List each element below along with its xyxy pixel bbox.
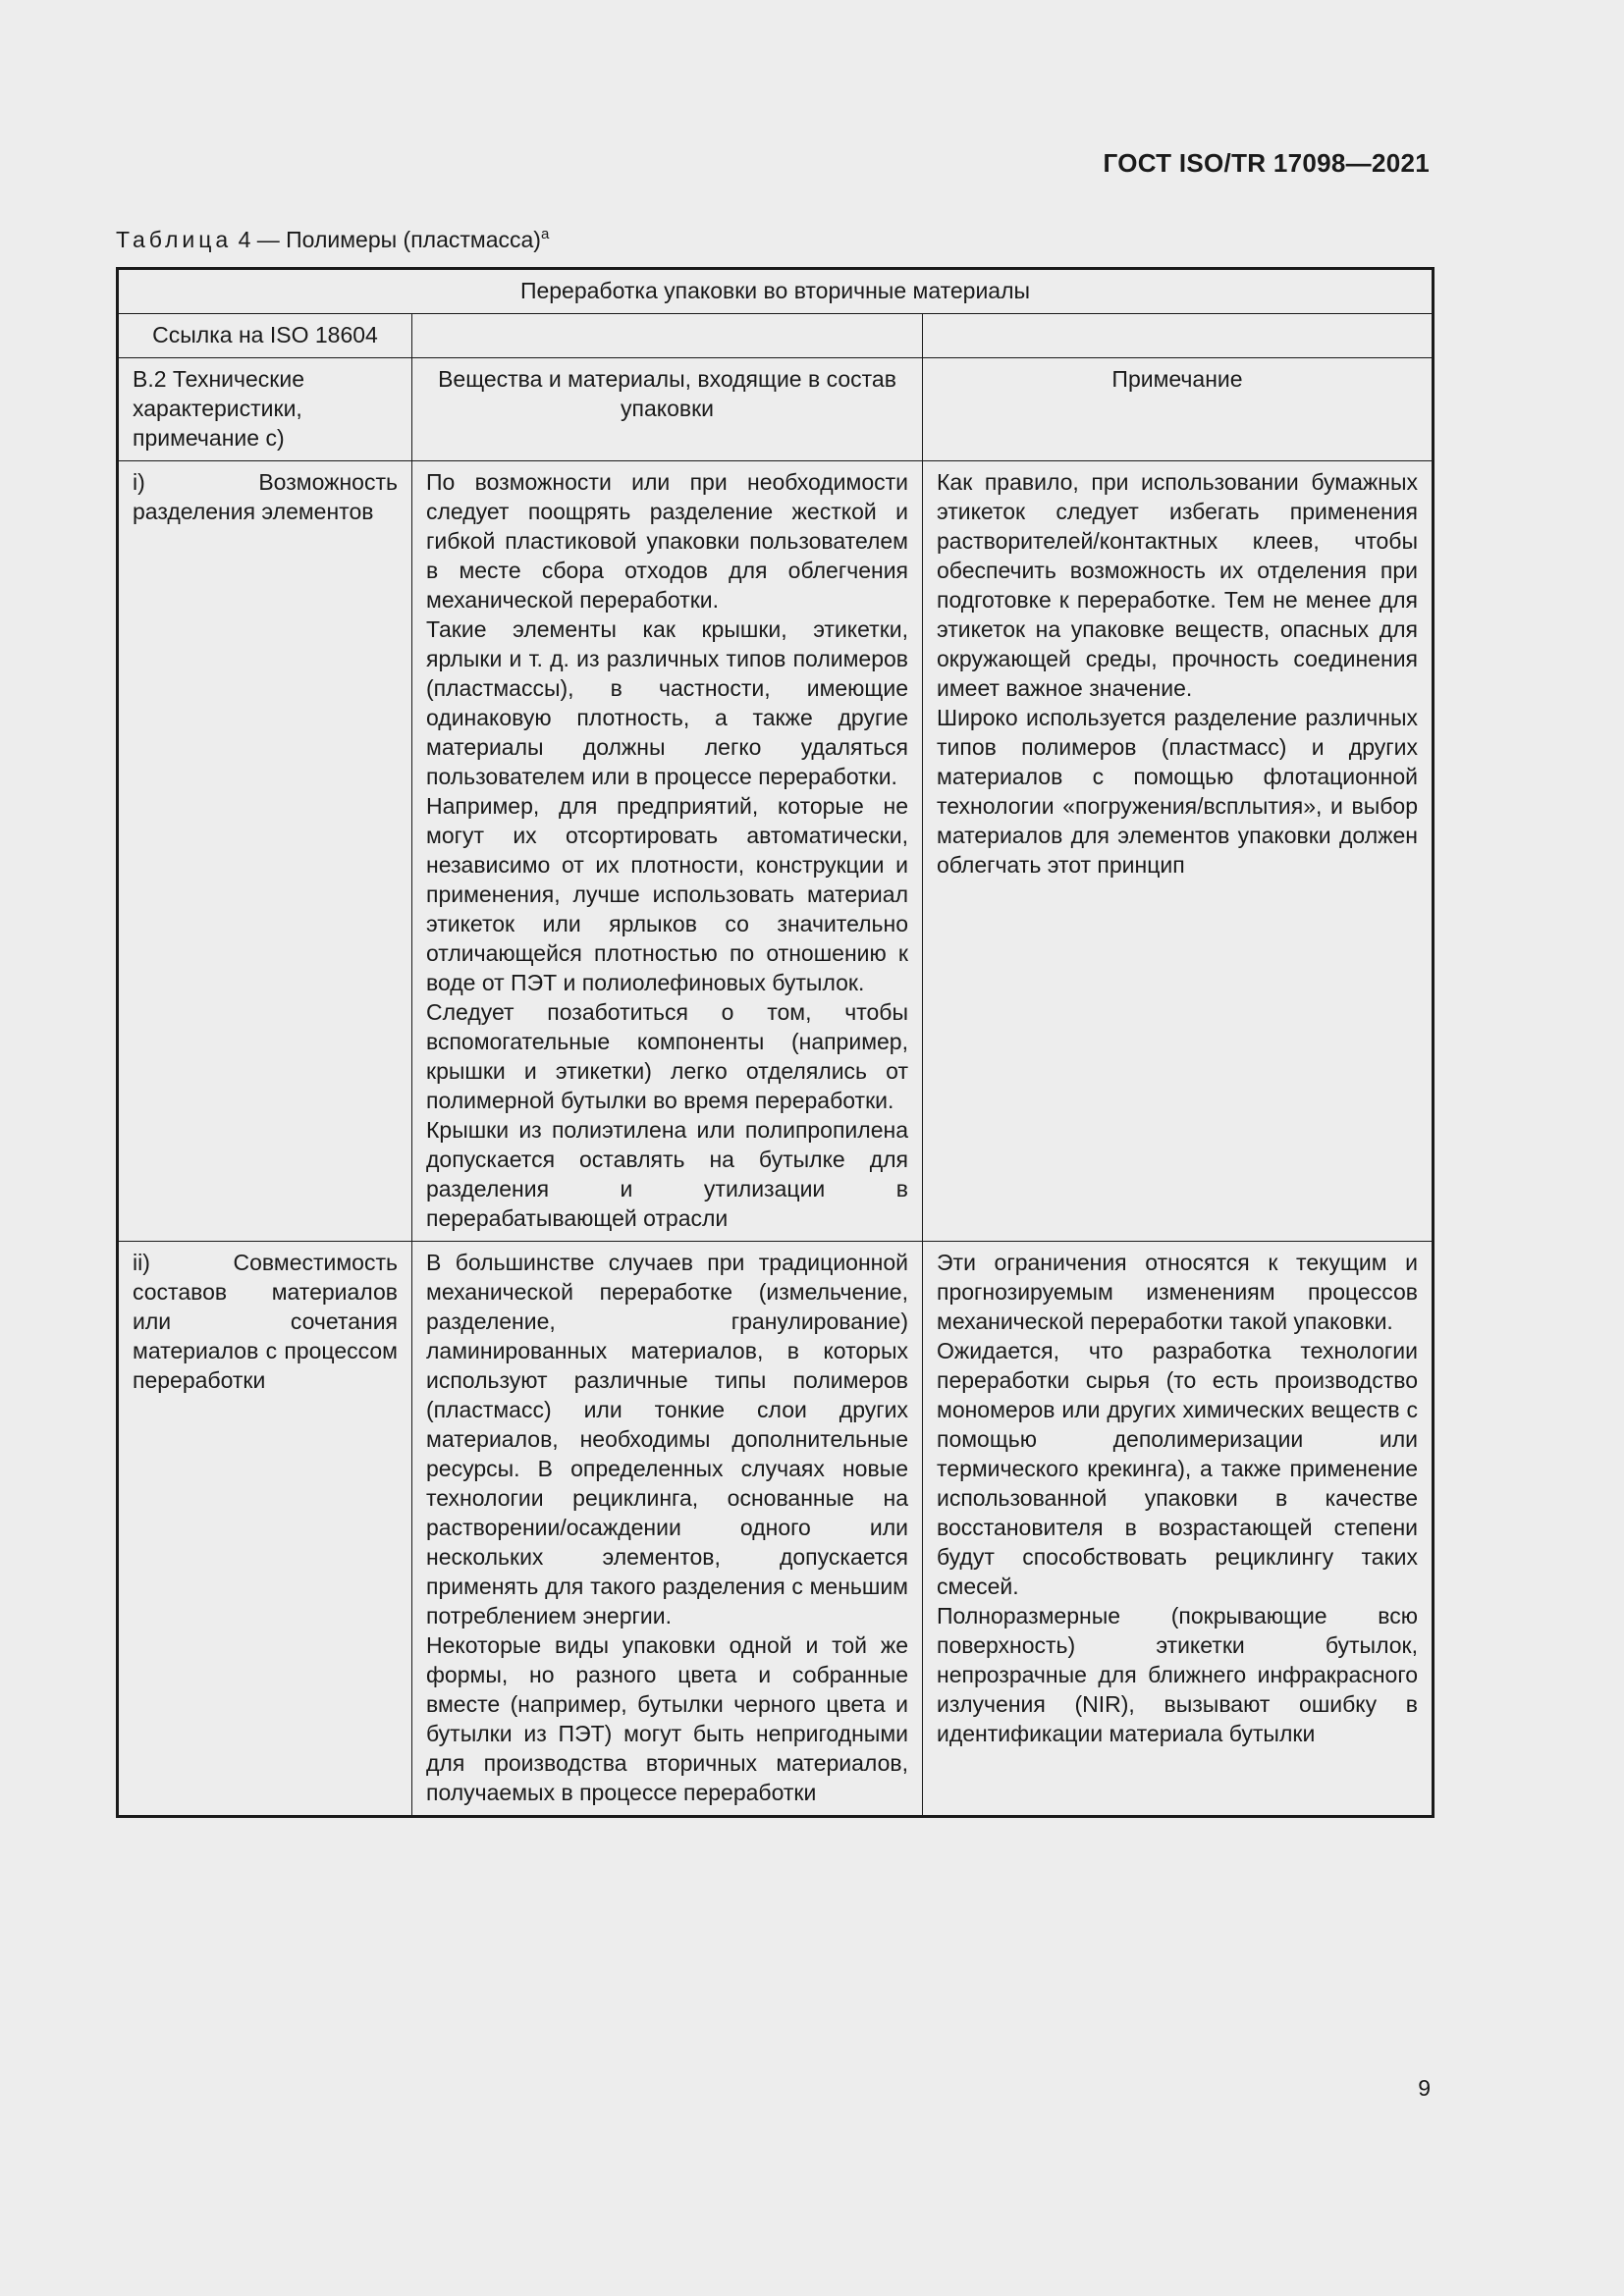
substances-cell [412,1242,923,1817]
paragraph: Как правило, при использовании бумажных этикеток следует избегать применения растворителей/контактных клеев, чтобы обеспечить возможность их отделения при подготовке к переработке. Тем не менее для этикеток на упаковке веществ, опасных для окружающей среды, прочность соединения имеет важное значение. [937,469,1418,701]
table-ref-row [118,314,1434,358]
caption-title: 4 — Полимеры (пластмасса) [232,227,541,252]
column-header-row [118,358,1434,461]
paragraph: Крышки из полиэтилена или полипропилена допускается оставлять на бутылке для разделения и утилизации в перерабатывающей отрасли [426,1117,908,1231]
table-caption [116,226,549,253]
page-number: 9 [1418,2075,1431,2101]
document-id: ГОСТ ISO/TR 17098—2021 [1103,148,1430,178]
table-row [118,461,1434,1242]
paragraph: Ожидается, что разработка технологии переработки сырья (то есть производство мономеров или других химических веществ с помощью деполимеризации или термического крекинга), а также применение использованной упаковки в качестве восстановителя в возрастающей степени будут способствовать рециклингу таких смесей. [937,1338,1418,1599]
polymers-table [116,267,1435,1818]
paragraph: Такие элементы как крышки, этикетки, ярлыки и т. д. из различных типов полимеров (пластмассы), в частности, имеющие одинаковую плотность, а также другие материалы должны легко удаляться пользователем или в процессе переработки. [426,616,908,789]
note-cell [923,461,1434,1242]
paragraph: Эти ограничения относятся к текущим и прогнозируемым изменениям процессов механической переработки такой упаковки. [937,1250,1418,1334]
table-title: Переработка упаковки во вторичные материалы [118,269,1434,314]
paragraph: Следует позаботиться о том, чтобы вспомогательные компоненты (например, крышки и этикетки) легко отделялись от полимерной бутылки во время переработки. [426,999,908,1113]
paragraph: Полноразмерные (покрывающие всю поверхность) этикетки бутылок, непрозрачные для ближнего инфракрасного излучения (NIR), вызывают ошибку в идентификации материала бутылки [937,1603,1418,1746]
row-label: ii) Совместимость составов материалов или сочетания материалов с процессом переработки [118,1242,412,1817]
empty-cell [923,314,1434,358]
table-title-row [118,269,1434,314]
note-cell [923,1242,1434,1817]
paragraph: Некоторые виды упаковки одной и той же формы, но разного цвета и собранные вместе (например, бутылки черного цвета и бутылки из ПЭТ) могут быть непригодными для производства вторичных материалов, получаемых в процессе переработки [426,1632,908,1805]
column-header-characteristics: В.2 Технические характеристики, примечание с) [118,358,412,461]
paragraph: Например, для предприятий, которые не могут их отсортировать автоматически, независимо от их плотности, конструкции и применения, лучше использовать материал этикеток или ярлыков со значительно отличающейся плотностью по отношению к воде от ПЭТ и полиолефиновых бутылок. [426,793,908,995]
column-header-note: Примечание [923,358,1434,461]
row-label: i) Возможность разделения элементов [118,461,412,1242]
substances-cell [412,461,923,1242]
paragraph: В большинстве случаев при традиционной механической переработке (измельчение, разделение, гранулирование) ламинированных материалов, в которых используют различные типы полимеров (пластмасс) или тонкие слои других материалов, необходимы дополнительные ресурсы. В определенных случаях новые технологии рециклинга, основанные на растворении/осаждении одного или нескольких элементов, допускается применять для такого разделения с меньшим потреблением энергии. [426,1250,908,1629]
empty-cell [412,314,923,358]
column-header-substances: Вещества и материалы, входящие в состав упаковки [412,358,923,461]
paragraph: По возможности или при необходимости следует поощрять разделение жесткой и гибкой пластиковой упаковки пользователем в месте сбора отходов для облегчения механической переработки. [426,469,908,613]
caption-footnote-mark: a [540,226,550,242]
paragraph: Широко используется разделение различных типов полимеров (пластмасс) и других материалов с помощью флотационной технологии «погружения/всплытия», и выбор материалов для элементов упаковки должен облегчать этот принцип [937,705,1418,878]
caption-label: Таблица [116,227,233,252]
reference-cell: Ссылка на ISO 18604 [118,314,412,358]
table-row [118,1242,1434,1817]
